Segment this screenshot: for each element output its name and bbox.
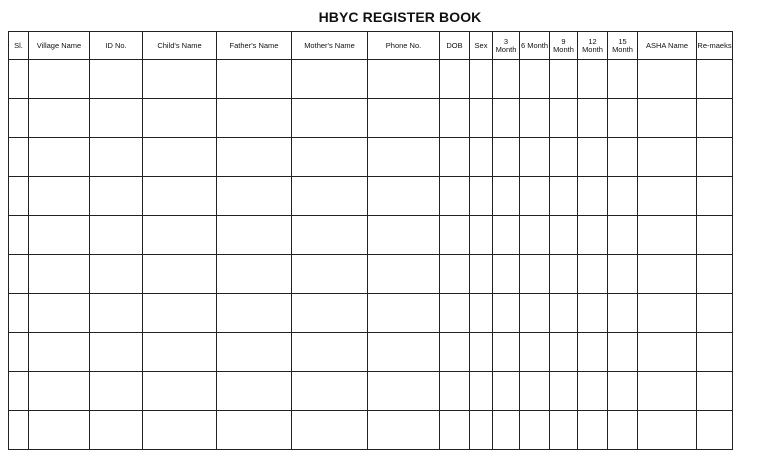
table-cell (697, 60, 733, 99)
table-cell (697, 99, 733, 138)
table-cell (90, 216, 143, 255)
table-cell (143, 294, 217, 333)
col-header-childs-name: Child's Name (143, 32, 217, 60)
register-table (8, 31, 733, 450)
table-cell (217, 411, 292, 450)
table-cell (608, 294, 638, 333)
table-cell (368, 216, 440, 255)
table-cell (9, 372, 29, 411)
table-cell (29, 411, 90, 450)
table-cell (143, 60, 217, 99)
col-header-asha-name: ASHA Name (638, 32, 697, 60)
col-header-phone-no: Phone No. (368, 32, 440, 60)
table-cell (697, 411, 733, 450)
table-cell (578, 99, 608, 138)
table-cell (550, 177, 578, 216)
table-cell (470, 216, 493, 255)
table-cell (493, 177, 520, 216)
table-cell (368, 372, 440, 411)
table-cell (440, 216, 470, 255)
table-cell (143, 255, 217, 294)
table-cell (292, 177, 368, 216)
table-cell (143, 372, 217, 411)
table-cell (292, 372, 368, 411)
table-cell (520, 411, 550, 450)
table-row (9, 99, 733, 138)
table-cell (90, 138, 143, 177)
table-cell (470, 333, 493, 372)
table-cell (697, 294, 733, 333)
table-cell (217, 138, 292, 177)
table-cell (440, 255, 470, 294)
table-cell (292, 294, 368, 333)
table-row (9, 177, 733, 216)
table-cell (550, 60, 578, 99)
table-cell (470, 294, 493, 333)
table-cell (217, 60, 292, 99)
table-cell (9, 99, 29, 138)
table-cell (368, 60, 440, 99)
table-cell (638, 294, 697, 333)
col-header-sex: Sex (470, 32, 493, 60)
table-cell (520, 255, 550, 294)
table-cell (29, 333, 90, 372)
table-cell (217, 177, 292, 216)
table-cell (368, 333, 440, 372)
table-cell (550, 333, 578, 372)
table-cell (493, 216, 520, 255)
col-header-12-month: 12 Month (578, 32, 608, 60)
table-cell (440, 411, 470, 450)
table-cell (292, 333, 368, 372)
table-row (9, 294, 733, 333)
table-cell (608, 333, 638, 372)
table-cell (470, 138, 493, 177)
table-cell (440, 99, 470, 138)
table-cell (29, 216, 90, 255)
table-cell (520, 99, 550, 138)
table-cell (578, 138, 608, 177)
table-cell (493, 294, 520, 333)
table-cell (578, 216, 608, 255)
table-cell (217, 333, 292, 372)
table-cell (520, 372, 550, 411)
table-cell (493, 60, 520, 99)
register-body (9, 60, 733, 450)
table-cell (217, 255, 292, 294)
table-cell (217, 372, 292, 411)
table-row (9, 372, 733, 411)
table-cell (368, 411, 440, 450)
table-cell (493, 411, 520, 450)
table-cell (90, 411, 143, 450)
table-cell (368, 99, 440, 138)
table-cell (9, 255, 29, 294)
table-cell (470, 99, 493, 138)
table-cell (520, 138, 550, 177)
table-cell (143, 99, 217, 138)
table-cell (292, 60, 368, 99)
table-cell (90, 294, 143, 333)
table-cell (578, 294, 608, 333)
table-cell (697, 216, 733, 255)
table-cell (638, 177, 697, 216)
table-cell (578, 411, 608, 450)
table-cell (608, 255, 638, 294)
table-cell (578, 177, 608, 216)
table-row (9, 255, 733, 294)
col-header-mothers-name: Mother's Name (292, 32, 368, 60)
table-cell (550, 138, 578, 177)
table-cell (368, 177, 440, 216)
table-cell (608, 177, 638, 216)
table-cell (493, 333, 520, 372)
table-cell (578, 255, 608, 294)
table-row (9, 138, 733, 177)
table-cell (217, 99, 292, 138)
table-cell (29, 138, 90, 177)
table-cell (292, 255, 368, 294)
table-cell (440, 138, 470, 177)
table-cell (9, 177, 29, 216)
table-cell (493, 138, 520, 177)
table-cell (520, 294, 550, 333)
page-title: HBYC REGISTER BOOK (318, 9, 482, 25)
table-cell (470, 60, 493, 99)
table-cell (578, 60, 608, 99)
table-cell (9, 411, 29, 450)
table-cell (292, 99, 368, 138)
table-cell (697, 255, 733, 294)
table-cell (9, 138, 29, 177)
table-cell (29, 99, 90, 138)
table-cell (217, 294, 292, 333)
table-cell (440, 60, 470, 99)
col-header-9-month: 9 Month (550, 32, 578, 60)
table-cell (520, 60, 550, 99)
table-cell (550, 99, 578, 138)
table-cell (697, 138, 733, 177)
col-header-fathers-name: Father's Name (217, 32, 292, 60)
table-cell (608, 411, 638, 450)
table-cell (143, 177, 217, 216)
table-cell (638, 372, 697, 411)
table-cell (608, 99, 638, 138)
table-cell (29, 177, 90, 216)
table-cell (550, 372, 578, 411)
table-cell (608, 372, 638, 411)
table-cell (697, 372, 733, 411)
table-cell (470, 372, 493, 411)
col-header-village-name: Village Name (29, 32, 90, 60)
table-row (9, 216, 733, 255)
table-cell (697, 333, 733, 372)
table-cell (638, 138, 697, 177)
table-cell (550, 255, 578, 294)
table-cell (9, 294, 29, 333)
table-cell (368, 255, 440, 294)
table-cell (470, 255, 493, 294)
table-cell (638, 60, 697, 99)
col-header-sl: Sl. (9, 32, 29, 60)
table-cell (90, 60, 143, 99)
table-cell (493, 99, 520, 138)
table-cell (578, 372, 608, 411)
table-cell (520, 177, 550, 216)
col-header-6-month: 6 Month (520, 32, 550, 60)
table-cell (550, 216, 578, 255)
table-cell (29, 255, 90, 294)
table-cell (217, 216, 292, 255)
table-cell (368, 294, 440, 333)
table-cell (143, 138, 217, 177)
table-cell (292, 138, 368, 177)
table-cell (9, 333, 29, 372)
table-cell (638, 255, 697, 294)
table-cell (550, 294, 578, 333)
table-cell (638, 411, 697, 450)
table-cell (493, 372, 520, 411)
table-cell (440, 177, 470, 216)
table-cell (143, 333, 217, 372)
table-cell (520, 216, 550, 255)
table-cell (143, 411, 217, 450)
table-cell (292, 411, 368, 450)
table-cell (578, 333, 608, 372)
col-header-15-month: 15 Month (608, 32, 638, 60)
table-cell (29, 294, 90, 333)
table-cell (90, 255, 143, 294)
table-cell (143, 216, 217, 255)
table-cell (292, 216, 368, 255)
col-header-3-month: 3 Month (493, 32, 520, 60)
table-cell (608, 60, 638, 99)
table-cell (90, 333, 143, 372)
table-cell (638, 333, 697, 372)
table-cell (90, 177, 143, 216)
col-header-id-no: ID No. (90, 32, 143, 60)
table-cell (90, 99, 143, 138)
table-row (9, 333, 733, 372)
header-row (9, 32, 733, 60)
table-cell (520, 333, 550, 372)
table-cell (697, 177, 733, 216)
table-cell (9, 60, 29, 99)
table-cell (638, 216, 697, 255)
table-cell (493, 255, 520, 294)
table-cell (440, 294, 470, 333)
table-cell (90, 372, 143, 411)
table-row (9, 411, 733, 450)
table-cell (608, 138, 638, 177)
table-cell (440, 333, 470, 372)
table-cell (470, 411, 493, 450)
table-cell (9, 216, 29, 255)
table-row (9, 60, 733, 99)
table-cell (368, 138, 440, 177)
col-header-remarks: Re-maeks (697, 32, 733, 60)
table-cell (29, 60, 90, 99)
col-header-dob: DOB (440, 32, 470, 60)
table-cell (550, 411, 578, 450)
table-cell (608, 216, 638, 255)
table-cell (29, 372, 90, 411)
table-cell (470, 177, 493, 216)
table-cell (440, 372, 470, 411)
table-cell (638, 99, 697, 138)
